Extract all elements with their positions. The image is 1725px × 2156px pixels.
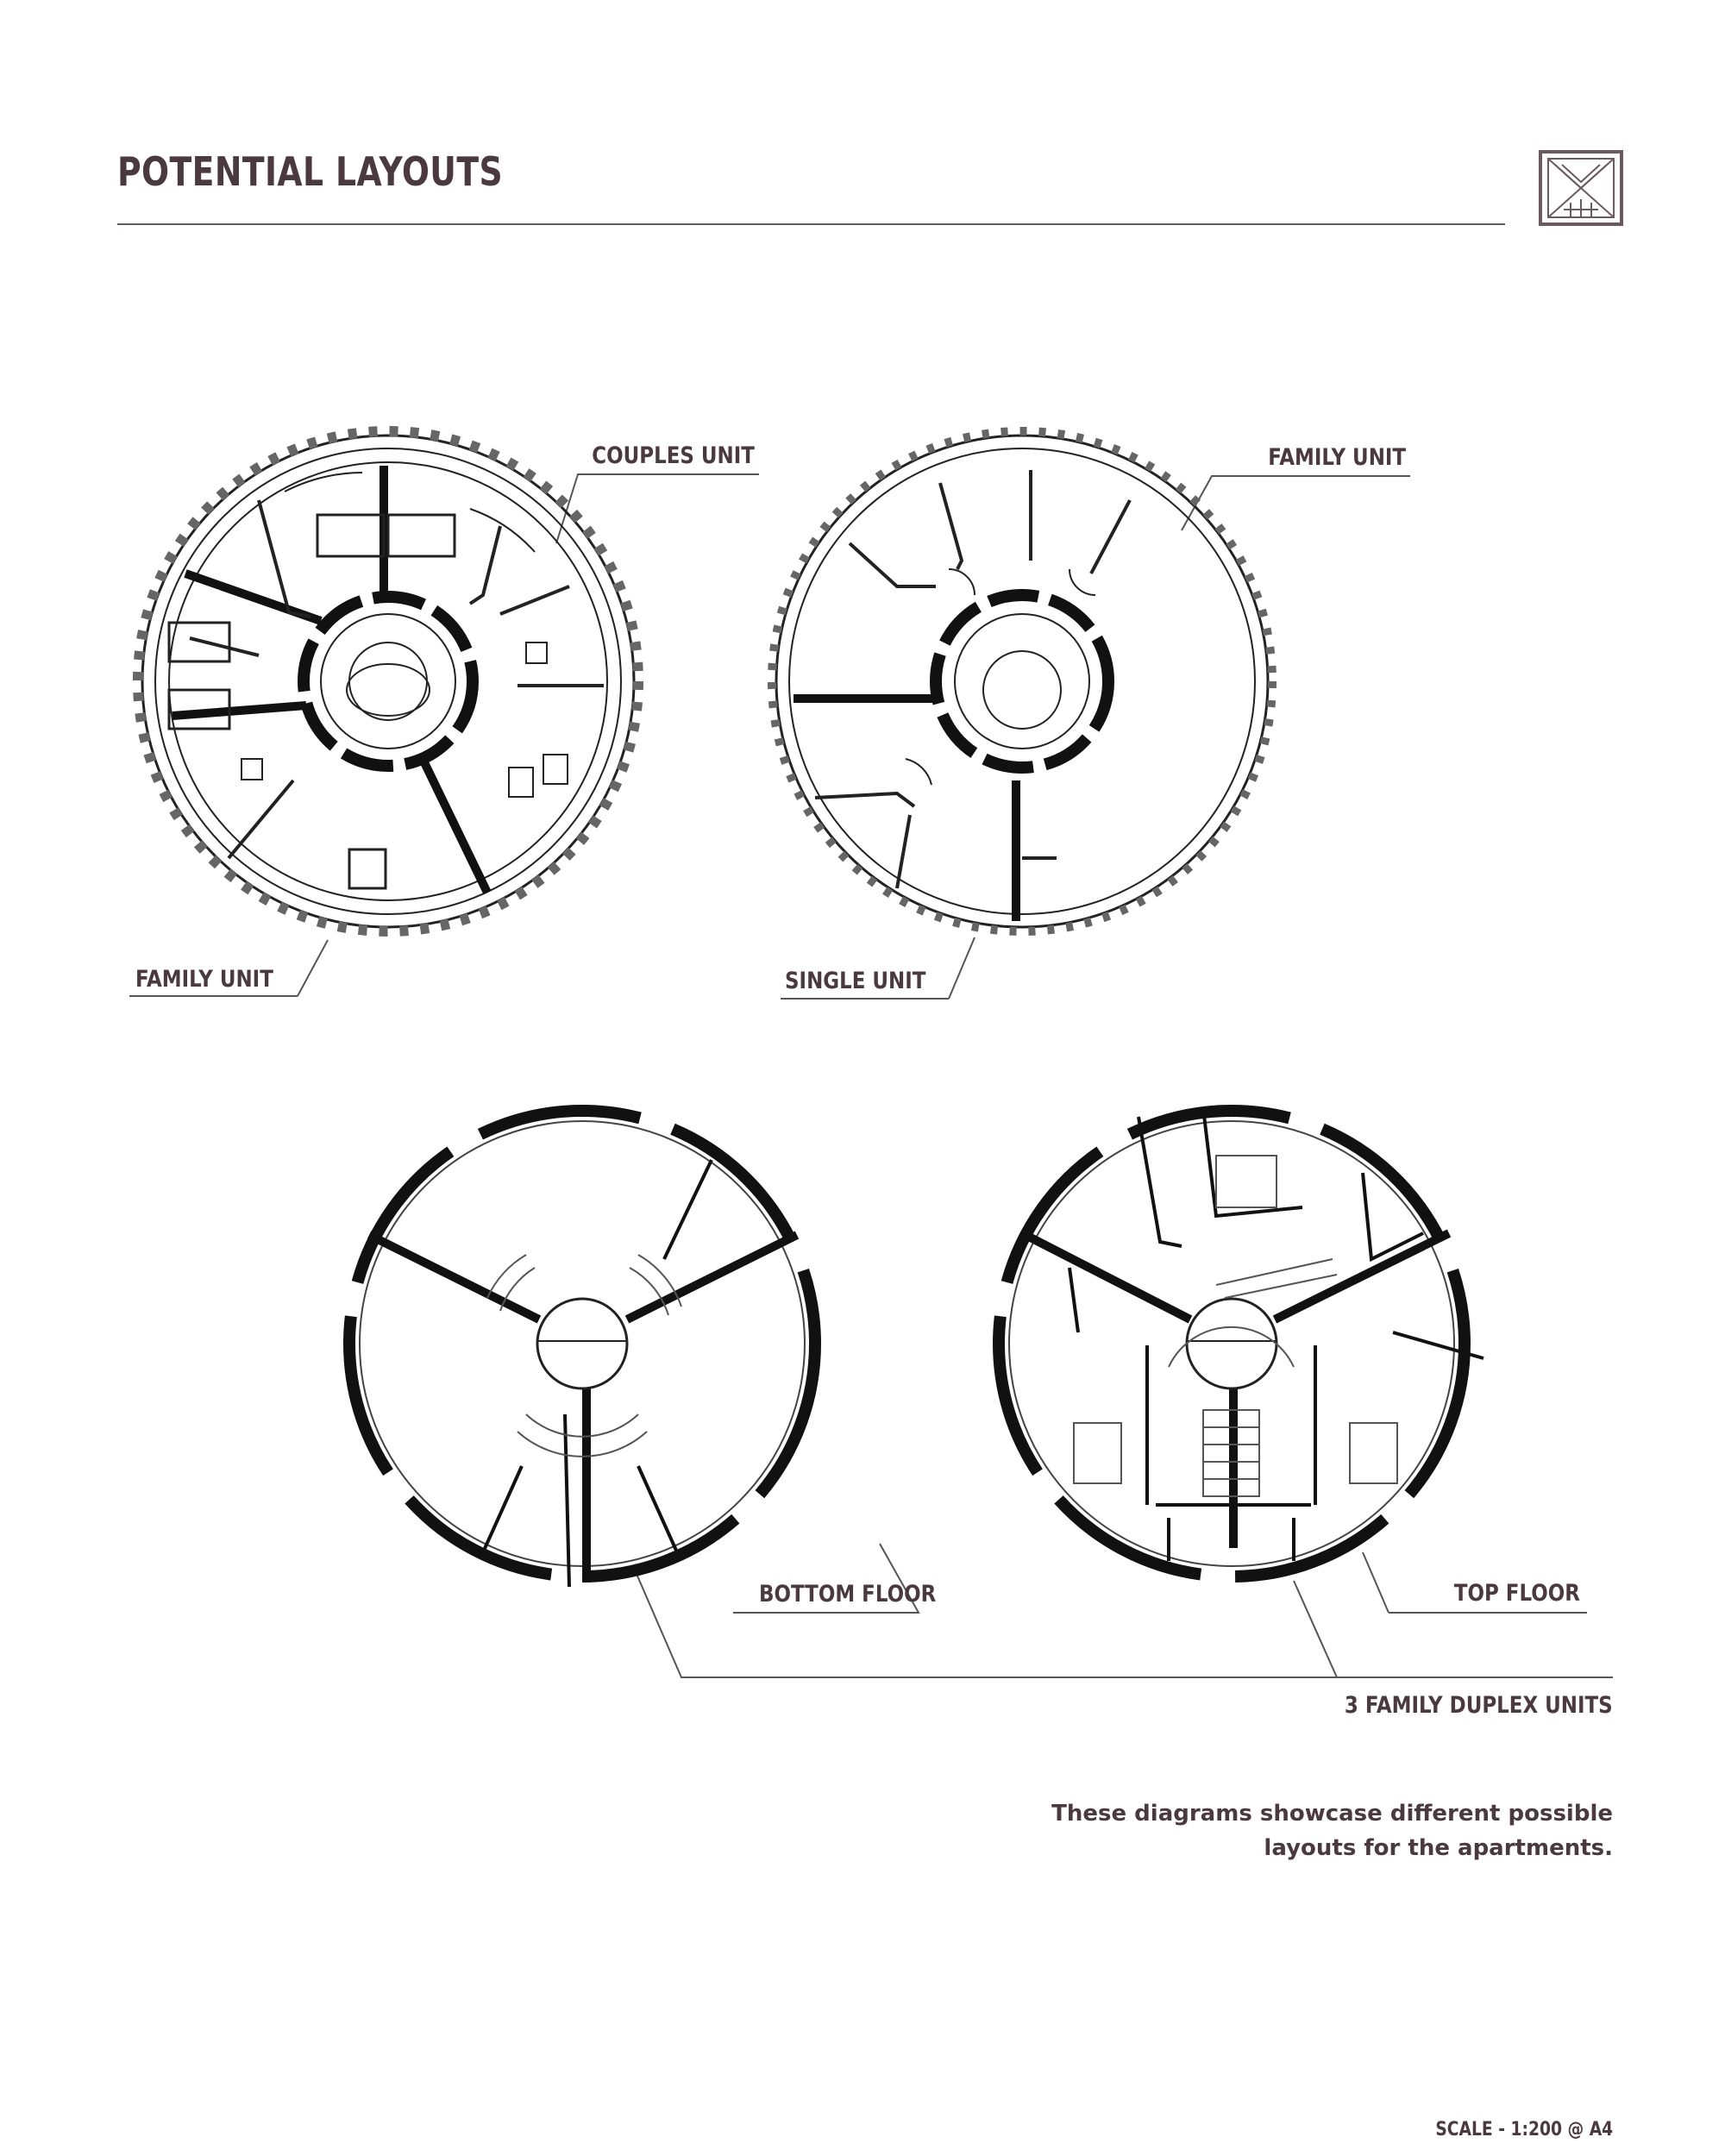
label-couples-unit: COUPLES UNIT: [592, 442, 755, 469]
plan-family-single: [772, 431, 1272, 931]
label-family-unit-top-right: FAMILY UNIT: [1268, 444, 1406, 471]
plan-top-floor: [999, 1108, 1484, 1576]
label-family-unit-top-left: FAMILY UNIT: [135, 966, 273, 993]
leader-lines: [129, 474, 1613, 1677]
caption-line-2: layouts for the apartments.: [1264, 1835, 1613, 1861]
page-title: POTENTIAL LAYOUTS: [117, 148, 504, 195]
plan-bottom-floor: [349, 1111, 815, 1587]
label-duplex-units: 3 FAMILY DUPLEX UNITS: [1345, 1692, 1613, 1719]
scale-note: SCALE - 1:200 @ A4: [1435, 2119, 1613, 2140]
description-caption: [1009, 1796, 1613, 1865]
caption-line-1: These diagrams showcase different possible: [1051, 1801, 1613, 1827]
label-single-unit: SINGLE UNIT: [785, 968, 926, 994]
label-top-floor: TOP FLOOR: [1453, 1580, 1580, 1607]
label-bottom-floor: BOTTOM FLOOR: [759, 1581, 937, 1608]
plan-couples-family: [138, 431, 638, 931]
